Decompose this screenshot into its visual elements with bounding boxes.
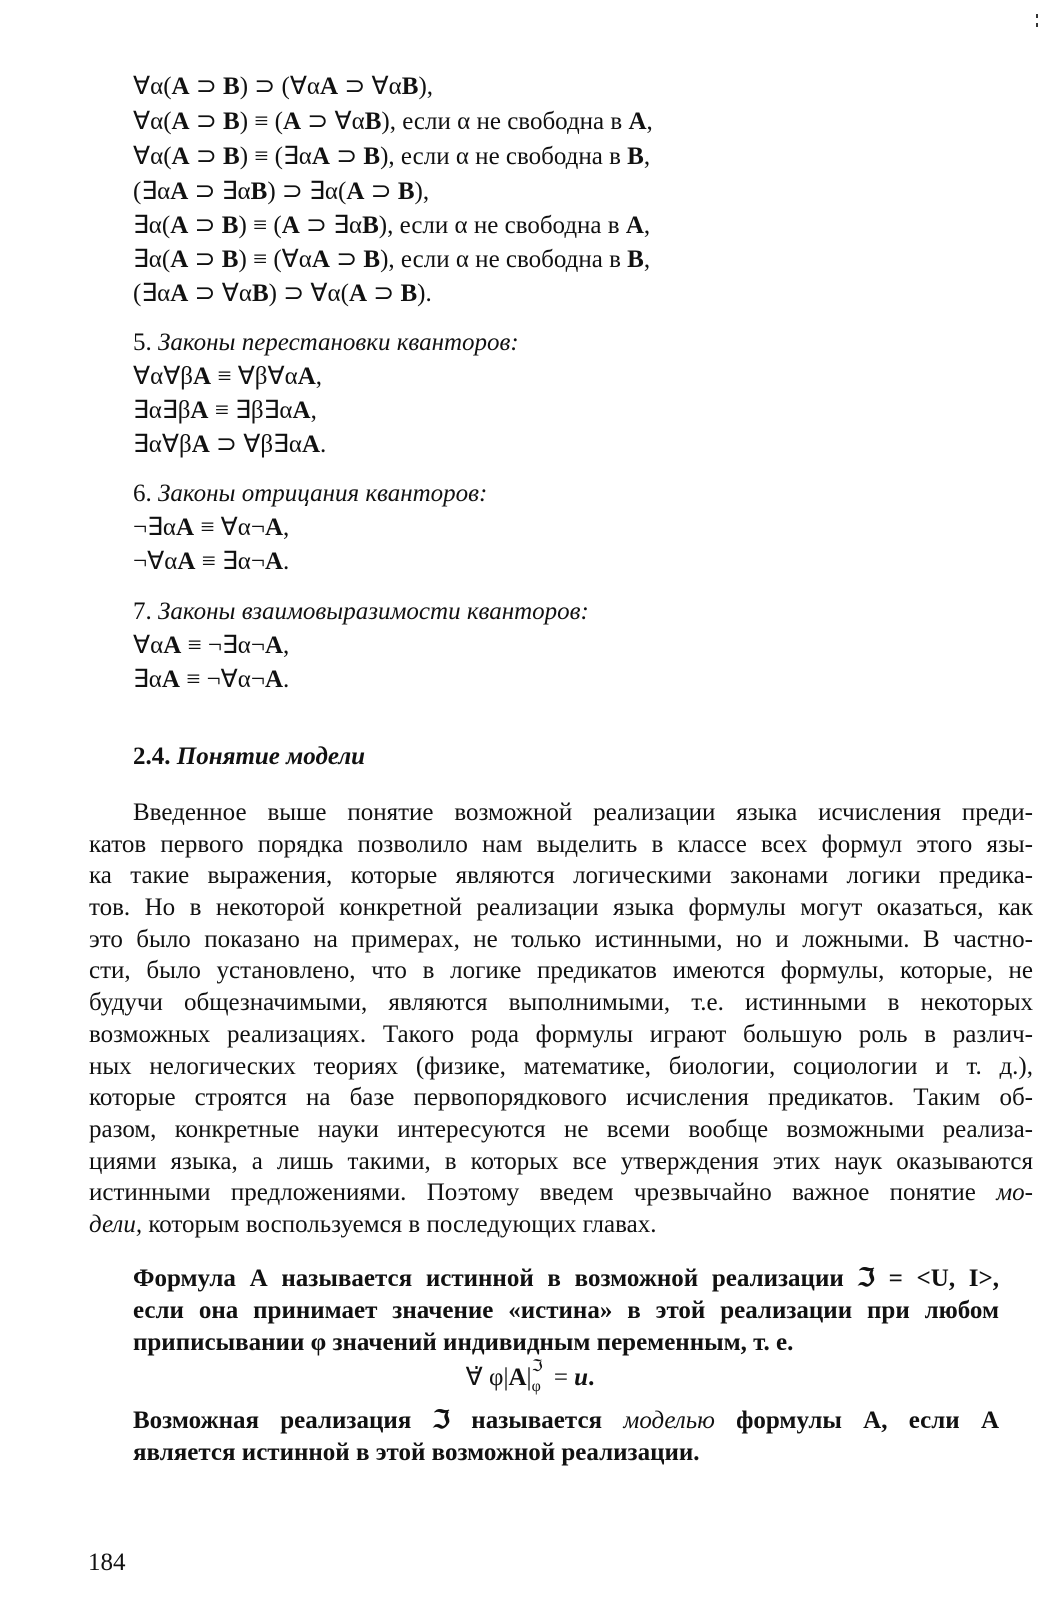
paragraph-line: сти, было установлено, что в логике предикатов имеются формулы, которые, не [89,957,1033,985]
definition-model [133,1405,999,1469]
formula-line: ∃α∀βA ⊃ ∀β∃αA. [133,431,327,458]
scan-edge-mark [1036,14,1039,38]
paragraph-text: которым воспользуемся в последующих главах. [142,1210,657,1238]
law-6-heading [133,478,487,510]
paragraph-line: катов первого порядка позволило нам выделить в классе всех формул этого язы- [89,830,1033,858]
formula-line: ¬∃αA ≡ ∀α¬A, [133,514,290,541]
formula-line: ∃α∃βA ≡ ∃β∃αA, [133,397,317,424]
section-title: Понятие модели [176,743,366,770]
italic-term-end: дели, [89,1210,143,1238]
law-number: 6. [133,480,152,507]
paragraph-line: ка такие выражения, которые являются логическими законами логики предика- [89,862,1033,890]
formula-line: ∀αA ≡ ¬∃α¬A, [133,632,290,659]
paragraph-line: Введенное выше понятие возможной реализации языка исчисления преди- [133,799,1033,826]
paragraph-text: истинными предложениями. Поэтому введем чрезвычайно важное понятие [89,1179,976,1207]
formula-period: . [588,1364,595,1391]
formula-line: ∃α(A ⊃ B) ≡ (∀αA ⊃ B), если α не свободна в B, [133,246,651,273]
paragraph-last-line [89,1209,1033,1241]
section-heading [133,741,365,773]
paragraph-line: это было показано на примерах, не только истинными, но и ложными. В частно- [89,925,1033,953]
formula-line: (∃αA ⊃ ∃αB) ⊃ ∃α(A ⊃ B), [133,178,430,205]
italic-term-start: мо- [996,1179,1033,1207]
bar-open: | [503,1364,509,1391]
paragraph-line: разом, конкретные науки интересуются не всеми вообще возможными реализа- [89,1115,1033,1143]
definition-true-formula [133,1263,999,1359]
law-title: Законы перестановки кванторов: [158,329,519,356]
formula-line: ∀α(A ⊃ B) ≡ (∃αA ⊃ B), если α не свободна в B, [133,143,651,170]
body-paragraph [89,797,1033,1241]
page-number: 184 [88,1549,126,1576]
truth-value: u [574,1364,589,1391]
formula-letter: A [508,1364,527,1391]
paragraph-line: которые строятся на базе первопорядкового исчисления предикатов. Таким об- [89,1084,1033,1112]
paragraph-line: будучи общезначимыми, являются выполнимыми, т.е. истинными в некоторых [89,989,1033,1017]
law-5-heading [133,327,519,359]
definition-line: если она принимает значение «истина» в этой реализации при любом [133,1297,999,1324]
formula-line: ∃α(A ⊃ B) ≡ (A ⊃ ∃αB), если α не свободна в A, [133,212,651,239]
subscript-assignment: φ [531,1378,541,1395]
definition-text: Возможная реализация ℑ называется [133,1407,624,1434]
paragraph-line: ных нелогических теориях (физике, математике, биологии, социологии и т. д.), [89,1052,1033,1080]
definition-line: является истинной в этой возможной реализации. [133,1439,700,1466]
formula-line: ∀α(A ⊃ B) ≡ (A ⊃ ∀αB), если α не свободна в A, [133,108,653,135]
phi-symbol: φ [489,1364,504,1391]
formula-line: ∀α∀βA ≡ ∀β∀αA, [133,363,323,390]
formula-line: ∃αA ≡ ¬∀α¬A. [133,666,290,693]
law-number: 7. [133,598,152,625]
paragraph-line-with-italic [89,1177,1033,1209]
formula-line: (∃αA ⊃ ∀αB) ⊃ ∀α(A ⊃ B). [133,280,432,307]
paragraph-line: возможных реализациях. Такого рода формулы играют большую роль в различ- [89,1020,1033,1048]
superscript-realization: ℑ [531,1358,543,1375]
formula-line: ∀α(A ⊃ B) ⊃ (∀αA ⊃ ∀αB), [133,73,434,100]
law-title: Законы отрицания кванторов: [158,480,488,507]
law-title: Законы взаимовыразимости кванторов: [158,598,589,625]
law-7-heading [133,596,589,628]
forall-dot-symbol: ∀̇ [465,1364,483,1391]
formula-line: ¬∀αA ≡ ∃α¬A. [133,548,290,575]
paragraph-line: циями языка, а лишь такими, в которых все утверждения этих наук оказываются [89,1147,1033,1175]
law-number: 5. [133,329,152,356]
section-number: 2.4. [133,743,171,770]
definition-text: формулы А, если А [714,1407,999,1434]
bar-close: | [526,1364,532,1391]
definition-formula [0,1358,1060,1395]
definition-line [133,1405,999,1437]
paragraph-line: тов. Но в некоторой конкретной реализации языка формулы могут оказаться, как [89,894,1033,922]
italic-term-model: моделью [623,1407,715,1434]
definition-line: Формула А называется истинной в возможной реализации ℑ = <U, I>, [133,1265,999,1292]
definition-line: приписывании φ значений индивидным переменным, т. е. [133,1329,794,1356]
equals-sign: = [547,1364,575,1391]
